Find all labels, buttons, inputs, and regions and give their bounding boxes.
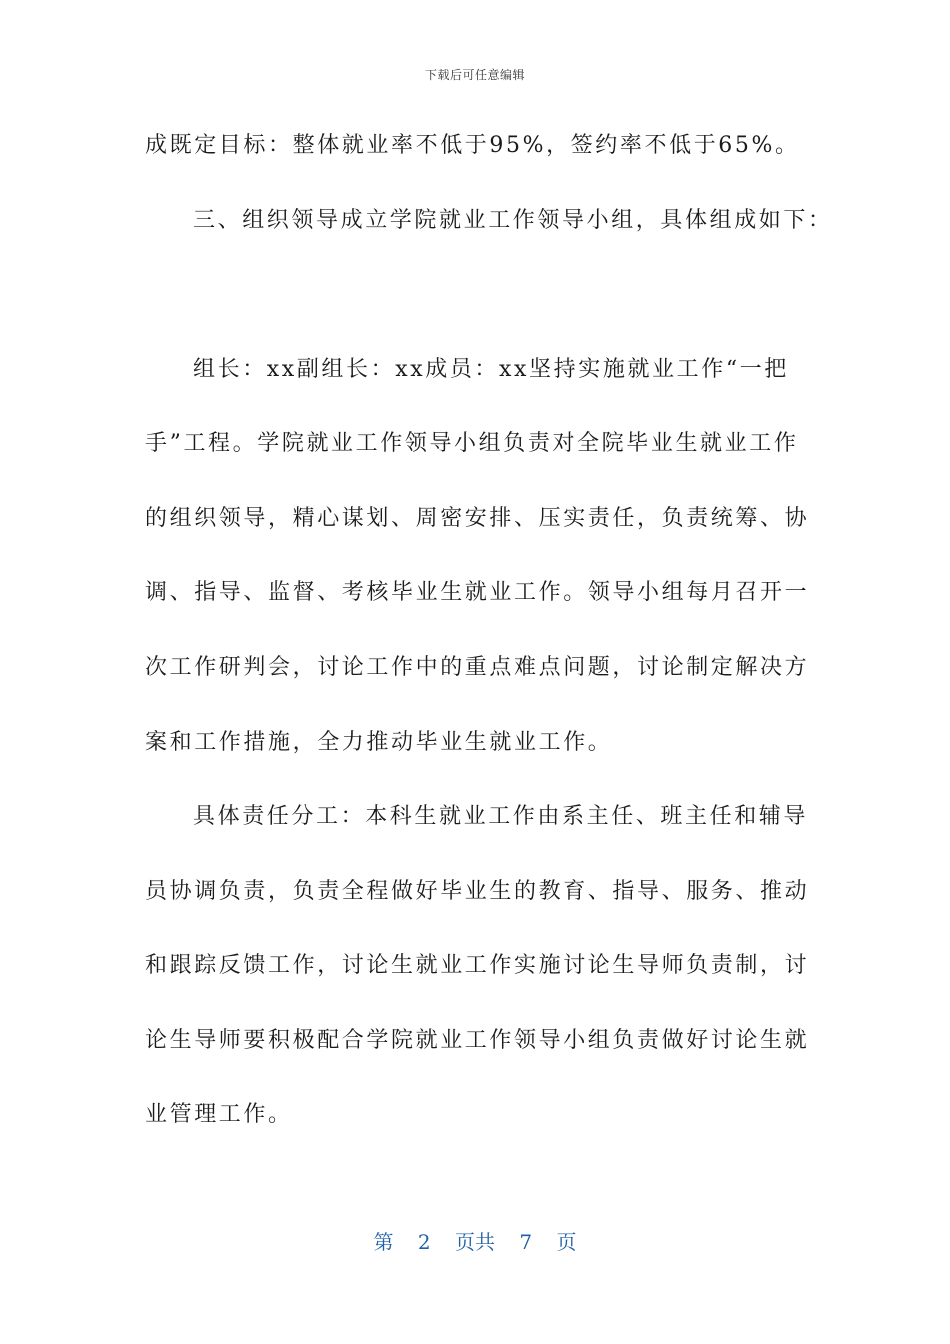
header-note: 下载后可任意编辑 xyxy=(424,68,525,82)
body-line-5: 的组织领导，精心谋划、周密安排、压实责任，负责统筹、协 xyxy=(145,506,810,531)
body-line-1: 成既定目标：整体就业率不低于95%，签约率不低于65%。 xyxy=(145,133,800,158)
body-line-7: 次工作研判会，讨论工作中的重点难点问题，讨论制定解决方 xyxy=(145,655,810,680)
total-page-count: 7 xyxy=(519,1230,533,1254)
body-line-6: 调、指导、监督、考核毕业生就业工作。领导小组每月召开一 xyxy=(145,580,810,605)
body-line-4: 手”工程。学院就业工作领导小组负责对全院毕业生就业工作 xyxy=(145,431,799,456)
page-footer xyxy=(0,1226,950,1255)
body-line-11: 和跟踪反馈工作，讨论生就业工作实施讨论生导师负责制，讨 xyxy=(145,953,810,978)
body-line-3: 组长：xx副组长：xx成员：xx坚持实施就业工作“一把 xyxy=(193,357,789,382)
footer-prefix: 第 xyxy=(373,1230,394,1254)
footer-suffix: 页 xyxy=(556,1230,577,1254)
body-line-10: 员协调负责，负责全程做好毕业生的教育、指导、服务、推动 xyxy=(145,879,810,904)
section-heading: 三、组织领导成立学院就业工作领导小组，具体组成如下： xyxy=(193,208,833,233)
body-line-12: 论生导师要积极配合学院就业工作领导小组负责做好讨论生就 xyxy=(145,1028,810,1053)
body-line-13: 业管理工作。 xyxy=(145,1102,293,1127)
body-line-9: 具体责任分工：本科生就业工作由系主任、班主任和辅导 xyxy=(193,804,809,829)
body-line-8: 案和工作措施，全力推动毕业生就业工作。 xyxy=(145,730,613,755)
footer-middle: 页共 xyxy=(455,1230,495,1254)
current-page-number: 2 xyxy=(417,1230,431,1254)
